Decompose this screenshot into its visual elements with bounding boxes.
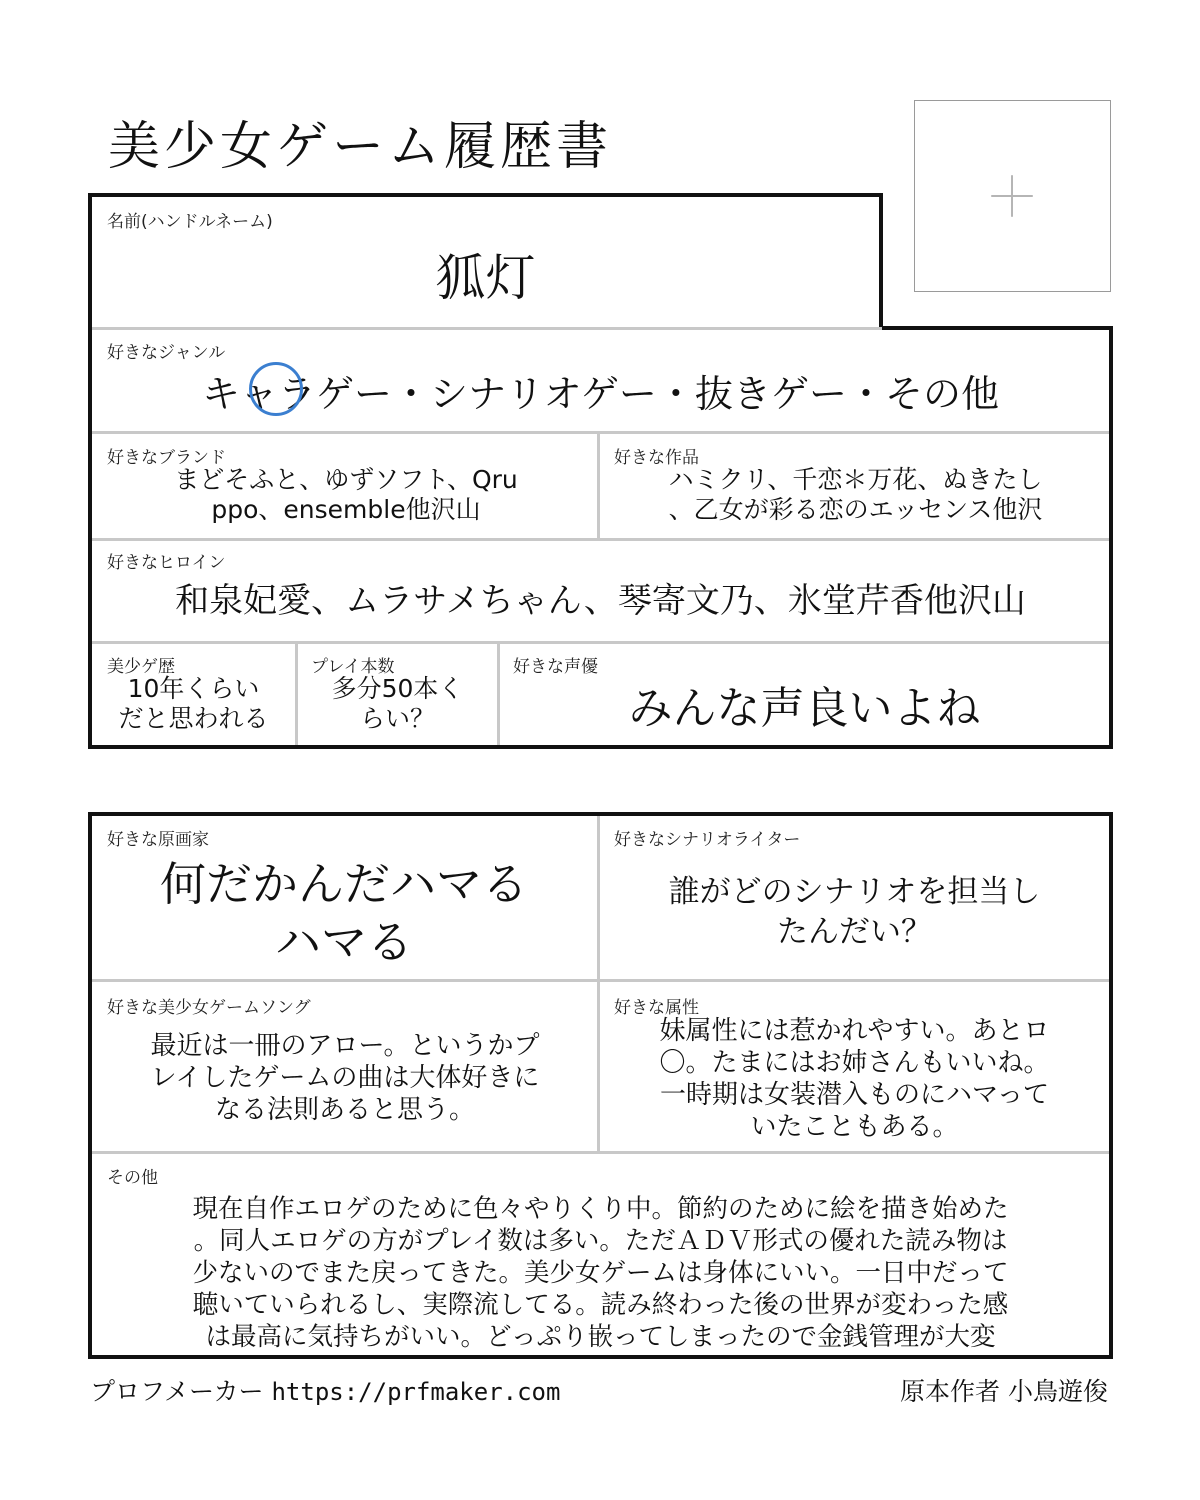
voice-actor-value: みんな声良いよね (628, 683, 981, 734)
voice-actor-label: 好きな声優 (513, 657, 598, 677)
genre-option: その他 (884, 372, 999, 416)
song-value (96, 1030, 594, 1126)
genre-option: シナリオゲー (430, 372, 657, 416)
writer-value (602, 872, 1107, 952)
play-count-value (298, 674, 497, 734)
frame-line (879, 326, 1113, 330)
name-value: 狐灯 (435, 249, 536, 307)
text-line: 多分50本く (331, 674, 464, 703)
name-label: 名前(ハンドルネーム) (107, 212, 273, 232)
frame-line (1109, 326, 1113, 749)
song-label: 好きな美少女ゲームソング (107, 998, 311, 1018)
frame-line (1109, 812, 1113, 1359)
genre-options (92, 366, 1109, 422)
text-line: 〇。たまにはお姉さんもいいね。 (659, 1048, 1050, 1078)
divider (92, 641, 1109, 644)
text-line: ppo、ensemble他沢山 (211, 495, 481, 524)
text-line: 、乙女が彩る恋のエッセンス他沢 (668, 495, 1043, 524)
frame-line (88, 1355, 1113, 1359)
divider (92, 327, 882, 330)
play-count-label: プレイ本数 (311, 657, 395, 677)
artist-value (94, 855, 594, 971)
attribute-value (602, 1015, 1107, 1143)
genre-separator: ・ (656, 372, 695, 416)
works-value (604, 465, 1107, 525)
divider (597, 434, 600, 538)
other-value (94, 1193, 1107, 1353)
selection-circle (249, 362, 303, 416)
genre-separator: ・ (392, 372, 431, 416)
text-line: 誰がどのシナリオを担当し (668, 874, 1041, 910)
text-line: らい？ (359, 704, 435, 733)
divider (92, 538, 1109, 541)
frame-line (88, 812, 1113, 816)
sheet-title: 美少女ゲーム履歴書 (108, 117, 613, 177)
history-value (94, 674, 293, 734)
text-line: 10年くらい (127, 674, 260, 703)
frame-line (88, 193, 883, 197)
attribute-label: 好きな属性 (614, 998, 699, 1018)
works-label: 好きな作品 (614, 448, 699, 468)
plus-icon (915, 101, 1110, 291)
heroine-value: 和泉妃愛、ムラサメちゃん、琴寄文乃、氷堂芹香他沢山 (175, 581, 1026, 621)
brand-label: 好きなブランド (107, 448, 226, 468)
divider (597, 816, 600, 1153)
other-label: その他 (107, 1168, 158, 1188)
text-line: たんだい？ (777, 914, 932, 950)
divider (92, 1151, 1109, 1154)
footer-author (900, 1376, 1108, 1408)
brand-value (96, 465, 596, 525)
heroine-label: 好きなヒロイン (107, 553, 226, 573)
author-name: 小鳥遊俊 (1007, 1377, 1108, 1406)
writer-label: 好きなシナリオライター (614, 830, 801, 850)
text-line: 一時期は女装潜入ものにハマって (660, 1080, 1049, 1110)
genre-option: 抜きゲー (694, 372, 847, 416)
genre-label: 好きなジャンル (107, 343, 226, 363)
history-label: 美少ゲ歴 (107, 657, 175, 677)
author-label: 原本作者 (900, 1377, 1001, 1406)
text-line: 少ないのでまた戻ってきた。美少女ゲームは身体にいい。一日中だって (192, 1258, 1009, 1288)
text-line: だと思われる (118, 704, 269, 733)
text-line: ハマる (275, 915, 413, 969)
text-line: は最高に気持ちがいい。どっぷり嵌ってしまったので金銭管理が大変 (205, 1322, 996, 1352)
text-line: レイしたゲームの曲は大体好きに (150, 1063, 540, 1093)
text-line: 何だかんだハマる (160, 857, 528, 911)
frame-line (88, 812, 92, 1359)
frame-line (879, 193, 883, 330)
text-line: なる法則あると思う。 (214, 1095, 475, 1125)
text-line: いたこともある。 (750, 1112, 959, 1142)
photo-upload-box[interactable] (914, 100, 1111, 292)
text-line: まどそふと、ゆずソフト、Qru (174, 465, 518, 494)
frame-line (88, 745, 1113, 749)
genre-option: キャラゲー (202, 372, 393, 416)
text-line: 最近は一冊のアロー。というかプ (150, 1031, 540, 1061)
text-line: ハミクリ、千恋＊万花、ぬきたし (668, 465, 1043, 494)
text-line: 。同人エロゲの方がプレイ数は多い。ただＡＤＶ形式の優れた読み物は (193, 1226, 1008, 1256)
divider (92, 979, 1109, 982)
footer-maker (90, 1376, 560, 1408)
text-line: 聴いていられるし、実際流してる。読み終わった後の世界が変わった感 (192, 1290, 1009, 1320)
maker-url-link[interactable]: https://prfmaker.com (271, 1378, 561, 1406)
divider (92, 431, 1109, 434)
genre-separator: ・ (846, 372, 885, 416)
text-line: 現在自作エロゲのために色々やりくり中。節約のために絵を描き始めた (192, 1194, 1009, 1224)
maker-label: プロフメーカー (90, 1377, 264, 1406)
artist-label: 好きな原画家 (107, 830, 209, 850)
text-line: 妹属性には惹かれやすい。あとロ (659, 1016, 1050, 1046)
